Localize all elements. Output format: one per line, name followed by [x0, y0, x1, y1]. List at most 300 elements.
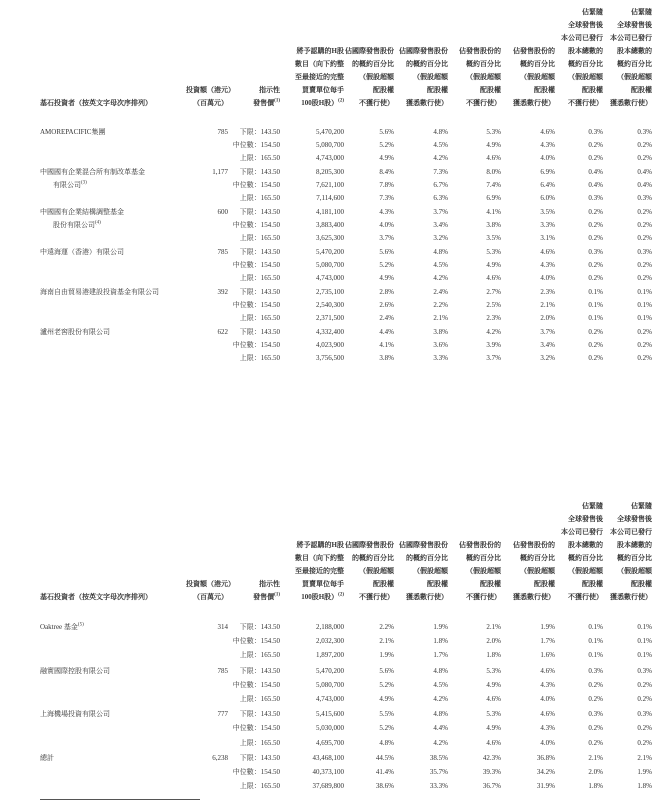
h-share-count: 4,695,700 [316, 738, 344, 747]
footnote-ref: (5) [77, 622, 84, 628]
pct-offer-shares-full-overallotment: 4.6% [540, 128, 555, 136]
indicative-price-scenario: 下限：143.50 [239, 753, 280, 762]
header-line: 配股權 [427, 86, 448, 94]
header-line: 股本總數的 [617, 47, 652, 55]
pct-international-offer-full-overallotment: 2.4% [433, 288, 448, 296]
pct-international-offer-no-overallotment: 4.9% [379, 154, 394, 162]
investor-name [40, 678, 186, 692]
investment-amount [186, 692, 228, 706]
pct-offer-shares-full-overallotment: 6.4% [540, 181, 555, 189]
header-line: 概約百分比 [520, 60, 555, 68]
pct-international-offer-no-overallotment: 4.0% [379, 221, 394, 229]
investor-name: 瀘州老窖股份有限公司 [40, 328, 110, 336]
pct-offer-shares-no-overallotment: 3.5% [486, 234, 501, 242]
h-share-count: 43,468,100 [312, 753, 344, 762]
investor-name: 股份有限公司$^{(4)}$ [53, 220, 101, 229]
investor-name: Oaktree 基金$^{(5)}$ [40, 622, 84, 631]
pct-offer-shares-full-overallotment: 1.9% [540, 623, 555, 631]
pct-international-offer-full-overallotment: 3.8% [433, 328, 448, 336]
header-line: 至最接近的完整 [295, 567, 344, 575]
h-share-count: 7,621,100 [316, 181, 344, 189]
investment-amount: 622 [217, 328, 228, 336]
pct-total-share-capital-full-overallotment: 0.1% [637, 651, 652, 660]
indicative-price-scenario: 上限：165.50 [239, 194, 280, 202]
column-header-indicative-offer-price [228, 84, 280, 110]
pct-international-offer-no-overallotment: 2.6% [379, 301, 394, 309]
indicative-price-scenario: 下限：143.50 [239, 248, 280, 256]
pct-total-share-capital-no-overallotment: 0.3% [588, 194, 603, 202]
header-line: 將予認購的H股 [296, 47, 344, 55]
indicative-price-scenario: 中位數：154.50 [232, 261, 280, 269]
h-share-count: 4,743,000 [316, 274, 344, 282]
pct-total-share-capital-no-overallotment: 0.1% [588, 301, 603, 309]
h-share-count: 8,205,300 [316, 168, 344, 176]
header-line: 的概約百分比 [352, 554, 394, 562]
pct-international-offer-no-overallotment: 4.3% [379, 208, 394, 216]
pct-total-share-capital-full-overallotment: 0.2% [637, 261, 652, 269]
pct-total-share-capital-no-overallotment: 2.0% [588, 767, 603, 776]
header-line: 全球發售後 [617, 21, 652, 29]
cornerstone-investor-table-1 [40, 6, 652, 366]
header-line: 佔國際發售股份 [399, 541, 448, 549]
investor-name [40, 299, 186, 312]
indicative-price-scenario: 上限：165.50 [239, 738, 280, 747]
table-row [40, 352, 652, 365]
table-row [40, 219, 652, 232]
investment-amount: 314 [217, 623, 228, 631]
header-line: 數目（向下約整 [295, 554, 344, 562]
investment-amount [186, 259, 228, 272]
investment-amount: 785 [217, 666, 228, 675]
pct-offer-shares-no-overallotment: 5.3% [486, 128, 501, 136]
pct-international-offer-no-overallotment: 3.7% [379, 234, 394, 242]
pct-offer-shares-full-overallotment: 4.3% [540, 261, 555, 269]
table-row [40, 326, 652, 339]
h-share-count: 5,470,200 [316, 128, 344, 136]
pct-total-share-capital-no-overallotment: 0.2% [588, 328, 603, 336]
investment-amount: 785 [217, 128, 228, 136]
indicative-price-scenario: 下限：143.50 [239, 288, 280, 296]
pct-offer-shares-no-overallotment: 5.3% [486, 666, 501, 675]
header-line: 概約百分比 [617, 60, 652, 68]
column-header-pct-offer-shares-no-overallotment [448, 539, 501, 604]
pct-offer-shares-full-overallotment: 3.7% [540, 328, 555, 336]
table-2-column-headers [40, 500, 652, 604]
pct-international-offer-no-overallotment: 2.2% [379, 623, 394, 631]
header-line: 配股權 [427, 580, 448, 588]
pct-international-offer-full-overallotment: 4.2% [433, 154, 448, 162]
indicative-price-scenario: 中位數：154.50 [232, 341, 280, 349]
indicative-price-scenario: 上限：165.50 [239, 694, 280, 703]
investment-amount [186, 352, 228, 365]
pct-total-share-capital-full-overallotment: 0.2% [637, 724, 652, 733]
investor-name [40, 779, 186, 793]
pct-total-share-capital-full-overallotment: 0.1% [637, 314, 652, 322]
pct-total-share-capital-no-overallotment: 2.1% [588, 753, 603, 762]
pct-international-offer-no-overallotment: 8.4% [379, 168, 394, 176]
investment-amount [186, 232, 228, 245]
pct-international-offer-full-overallotment: 3.3% [433, 354, 448, 362]
table-row [40, 152, 652, 165]
header-line: 概約百分比 [617, 554, 652, 562]
pct-offer-shares-no-overallotment: 42.3% [482, 753, 501, 762]
pct-international-offer-no-overallotment: 2.4% [379, 314, 394, 322]
pct-offer-shares-full-overallotment: 4.0% [540, 274, 555, 282]
pct-international-offer-no-overallotment: 4.8% [379, 738, 394, 747]
pct-total-share-capital-no-overallotment: 0.4% [588, 181, 603, 189]
pct-international-offer-full-overallotment: 2.1% [433, 314, 448, 322]
indicative-price-scenario: 上限：165.50 [239, 234, 280, 242]
header-line: 本公司已發行 [610, 34, 652, 42]
header-line: 發售價$^{(1)}$ [253, 592, 280, 601]
column-header-pct-offer-shares-full-overallotment [501, 45, 555, 110]
pct-offer-shares-full-overallotment: 3.2% [540, 354, 555, 362]
h-share-count: 5,470,200 [316, 666, 344, 675]
investor-group [40, 206, 652, 245]
pct-international-offer-full-overallotment: 3.7% [433, 208, 448, 216]
indicative-price-scenario: 上限：165.50 [239, 154, 280, 162]
pct-offer-shares-no-overallotment: 6.9% [486, 194, 501, 202]
pct-total-share-capital-full-overallotment: 1.9% [637, 767, 652, 776]
pct-offer-shares-no-overallotment: 5.3% [486, 248, 501, 256]
pct-international-offer-no-overallotment: 44.5% [375, 753, 394, 762]
table-row [40, 312, 652, 325]
pct-total-share-capital-no-overallotment: 0.3% [588, 128, 603, 136]
column-header-investor-name [40, 97, 186, 110]
h-share-count: 3,756,500 [316, 354, 344, 362]
header-line: 配股權 [373, 580, 394, 588]
investment-amount [186, 179, 228, 192]
h-share-count: 3,883,400 [316, 221, 344, 229]
pct-total-share-capital-full-overallotment: 0.1% [637, 301, 652, 309]
investor-group [40, 166, 652, 205]
header-line: 100股H股）$^{(2)}$ [301, 592, 344, 601]
header-line: 買賣單位每手 [302, 580, 344, 588]
pct-total-share-capital-no-overallotment: 0.2% [588, 234, 603, 242]
header-line: 基石投資者（按英文字母次序排列） [40, 593, 152, 601]
header-line: 不獲行使） [466, 99, 501, 107]
pct-offer-shares-no-overallotment: 2.5% [486, 301, 501, 309]
h-share-count: 1,897,200 [316, 651, 344, 660]
investment-amount [186, 192, 228, 205]
column-header-investment-amount [186, 578, 235, 604]
pct-international-offer-no-overallotment: 4.4% [379, 328, 394, 336]
pct-offer-shares-no-overallotment: 2.1% [486, 623, 501, 631]
investor-name [40, 692, 186, 706]
pct-total-share-capital-full-overallotment: 0.2% [637, 154, 652, 162]
table-row [40, 620, 652, 634]
pct-total-share-capital-no-overallotment: 0.2% [588, 208, 603, 216]
header-line: 配股權 [582, 86, 603, 94]
indicative-price-scenario: 中位數：154.50 [232, 680, 280, 689]
column-header-pct-total-share-capital-no-overallotment [555, 500, 603, 604]
h-share-count: 4,743,000 [316, 694, 344, 703]
pct-offer-shares-no-overallotment: 4.6% [486, 154, 501, 162]
column-header-pct-offer-shares-full-overallotment [501, 539, 555, 604]
table-row [40, 259, 652, 272]
pct-offer-shares-full-overallotment: 4.0% [540, 738, 555, 747]
investor-name: 總計 [40, 753, 54, 762]
header-line: 指示性 [259, 580, 280, 588]
header-line: （假設超額 [568, 567, 603, 575]
header-line: 佔發售股份的 [459, 541, 501, 549]
investor-name: 融實國際控股有限公司 [40, 666, 110, 675]
h-share-count: 2,540,300 [316, 301, 344, 309]
header-line: 全球發售後 [617, 515, 652, 523]
pct-international-offer-no-overallotment: 5.5% [379, 710, 394, 719]
h-share-count: 2,032,300 [316, 637, 344, 646]
investor-group [40, 126, 652, 165]
pct-international-offer-full-overallotment: 1.9% [433, 623, 448, 631]
header-line: 不獲行使） [568, 99, 603, 107]
column-header-pct-total-share-capital-full-overallotment [603, 6, 652, 110]
pct-total-share-capital-no-overallotment: 0.1% [588, 623, 603, 631]
investor-name [40, 139, 186, 152]
table-1-body [40, 126, 652, 365]
pct-total-share-capital-full-overallotment: 2.1% [637, 753, 652, 762]
pct-total-share-capital-full-overallotment: 0.4% [637, 168, 652, 176]
header-line: （假設超額 [568, 73, 603, 81]
pct-international-offer-no-overallotment: 5.2% [379, 261, 394, 269]
pct-international-offer-no-overallotment: 1.9% [379, 651, 394, 660]
pct-total-share-capital-no-overallotment: 0.3% [588, 710, 603, 719]
pct-total-share-capital-no-overallotment: 0.2% [588, 154, 603, 162]
indicative-price-scenario: 上限：165.50 [239, 274, 280, 282]
pct-offer-shares-full-overallotment: 3.5% [540, 208, 555, 216]
h-share-count: 37,689,800 [312, 782, 344, 791]
indicative-price-scenario: 上限：165.50 [239, 314, 280, 322]
table-row [40, 192, 652, 205]
column-header-h-shares-subscribed [280, 45, 344, 110]
h-share-count: 5,080,700 [316, 261, 344, 269]
table-row [40, 339, 652, 352]
pct-total-share-capital-no-overallotment: 0.4% [588, 168, 603, 176]
h-share-count: 7,114,600 [316, 194, 344, 202]
indicative-price-scenario: 下限：143.50 [239, 623, 280, 631]
header-line: 配股權 [534, 86, 555, 94]
header-line: 不獲行使） [466, 593, 501, 601]
table-row [40, 707, 652, 721]
pct-total-share-capital-full-overallotment: 0.2% [637, 208, 652, 216]
pct-offer-shares-full-overallotment: 4.3% [540, 680, 555, 689]
pct-international-offer-no-overallotment: 3.8% [379, 354, 394, 362]
pct-offer-shares-full-overallotment: 3.4% [540, 341, 555, 349]
pct-international-offer-full-overallotment: 4.5% [433, 261, 448, 269]
header-line: 佔國際發售股份 [345, 47, 394, 55]
table-row [40, 678, 652, 692]
investor-name [40, 352, 186, 365]
pct-offer-shares-full-overallotment: 4.0% [540, 154, 555, 162]
investor-group [40, 246, 652, 285]
table-row [40, 692, 652, 706]
h-share-count: 4,181,100 [316, 208, 344, 216]
pct-total-share-capital-full-overallotment: 1.8% [637, 782, 652, 791]
investor-name: 中國國有企業混合所有制改革基金 [40, 168, 145, 176]
pct-total-share-capital-full-overallotment: 0.3% [637, 128, 652, 136]
table-row [40, 166, 652, 179]
header-line: 買賣單位每手 [302, 86, 344, 94]
header-line: 佔緊隨 [582, 8, 603, 16]
table-row [40, 206, 652, 219]
investor-name: 上海機場投資有限公司 [40, 710, 110, 719]
header-line: 概約百分比 [520, 554, 555, 562]
header-line: 佔發售股份的 [513, 47, 555, 55]
pct-total-share-capital-no-overallotment: 0.2% [588, 680, 603, 689]
pct-offer-shares-full-overallotment: 4.3% [540, 141, 555, 149]
pct-offer-shares-no-overallotment: 3.7% [486, 354, 501, 362]
footnote-ref: (3) [81, 180, 87, 186]
header-line: 將予認購的H股 [296, 541, 344, 549]
pct-offer-shares-full-overallotment: 2.1% [540, 301, 555, 309]
pct-international-offer-no-overallotment: 7.8% [379, 181, 394, 189]
header-line: 概約百分比 [466, 554, 501, 562]
header-line: 股本總數的 [568, 47, 603, 55]
pct-total-share-capital-no-overallotment: 0.1% [588, 637, 603, 646]
pct-offer-shares-full-overallotment: 4.6% [540, 710, 555, 719]
column-header-h-shares-subscribed [280, 539, 344, 604]
indicative-price-scenario: 中位數：154.50 [232, 637, 280, 646]
pct-offer-shares-no-overallotment: 4.1% [486, 208, 501, 216]
pct-offer-shares-no-overallotment: 36.7% [482, 782, 501, 791]
header-line: 配股權 [373, 86, 394, 94]
investor-name: 海南自由貿易港建設投資基金有限公司 [40, 288, 159, 296]
header-line: 發售價$^{(1)}$ [253, 98, 280, 107]
pct-international-offer-no-overallotment: 7.3% [379, 194, 394, 202]
h-share-count: 5,030,000 [316, 724, 344, 733]
header-line: 佔緊隨 [631, 8, 652, 16]
pct-total-share-capital-no-overallotment: 0.3% [588, 248, 603, 256]
cornerstone-investor-table-2 [40, 500, 652, 794]
investor-group [40, 286, 652, 325]
pct-international-offer-full-overallotment: 4.2% [433, 738, 448, 747]
pct-total-share-capital-full-overallotment: 0.3% [637, 194, 652, 202]
table-row [40, 648, 652, 662]
table-row [40, 126, 652, 139]
table-row [40, 286, 652, 299]
header-line: 佔發售股份的 [513, 541, 555, 549]
footnote-ref: (2) [338, 592, 344, 598]
column-header-pct-international-offer-full-overallotment [394, 539, 448, 604]
pct-international-offer-full-overallotment: 4.5% [433, 680, 448, 689]
h-share-count: 5,080,700 [316, 680, 344, 689]
header-line: 概約百分比 [568, 554, 603, 562]
pct-offer-shares-no-overallotment: 4.9% [486, 141, 501, 149]
header-line: （假設超額 [520, 73, 555, 81]
pct-international-offer-full-overallotment: 35.7% [429, 767, 448, 776]
investment-amount [186, 219, 228, 232]
indicative-price-scenario: 上限：165.50 [239, 651, 280, 660]
investment-amount [186, 272, 228, 285]
investor-name [40, 736, 186, 750]
h-share-count: 4,332,400 [316, 328, 344, 336]
investment-amount [186, 736, 228, 750]
pct-international-offer-full-overallotment: 3.6% [433, 341, 448, 349]
pct-total-share-capital-full-overallotment: 0.2% [637, 141, 652, 149]
investor-name [40, 152, 186, 165]
pct-total-share-capital-full-overallotment: 0.2% [637, 738, 652, 747]
pct-international-offer-full-overallotment: 3.2% [433, 234, 448, 242]
pct-total-share-capital-full-overallotment: 0.2% [637, 274, 652, 282]
header-line: 概約百分比 [466, 60, 501, 68]
pct-international-offer-no-overallotment: 41.4% [375, 767, 394, 776]
pct-offer-shares-no-overallotment: 7.4% [486, 181, 501, 189]
indicative-price-scenario: 中位數：154.50 [232, 141, 280, 149]
h-share-count: 2,371,500 [316, 314, 344, 322]
table-row [40, 139, 652, 152]
investment-amount [186, 721, 228, 735]
header-line: （百萬元） [193, 593, 228, 601]
investment-amount [186, 312, 228, 325]
column-header-pct-total-share-capital-no-overallotment [555, 6, 603, 110]
investment-amount [186, 634, 228, 648]
pct-offer-shares-no-overallotment: 4.6% [486, 274, 501, 282]
header-line: 配股權 [480, 86, 501, 94]
pct-international-offer-no-overallotment: 38.6% [375, 782, 394, 791]
pct-total-share-capital-no-overallotment: 1.8% [588, 782, 603, 791]
investor-name [40, 312, 186, 325]
pct-international-offer-no-overallotment: 4.9% [379, 274, 394, 282]
pct-international-offer-no-overallotment: 5.6% [379, 666, 394, 675]
pct-total-share-capital-no-overallotment: 0.1% [588, 314, 603, 322]
header-line: （假設超額 [413, 567, 448, 575]
pct-international-offer-full-overallotment: 6.7% [433, 181, 448, 189]
investment-amount: 6,238 [212, 753, 228, 762]
pct-offer-shares-full-overallotment: 3.3% [540, 221, 555, 229]
header-line: 佔發售股份的 [459, 47, 501, 55]
table-row [40, 272, 652, 285]
pct-offer-shares-full-overallotment: 2.3% [540, 288, 555, 296]
pct-international-offer-full-overallotment: 38.5% [429, 753, 448, 762]
indicative-price-scenario: 上限：165.50 [239, 782, 280, 791]
header-line: 本公司已發行 [610, 528, 652, 536]
indicative-price-scenario: 上限：165.50 [239, 354, 280, 362]
header-line: 佔緊隨 [582, 502, 603, 510]
pct-total-share-capital-full-overallotment: 0.3% [637, 666, 652, 675]
investor-name [40, 721, 186, 735]
header-line: 基石投資者（按英文字母次序排列） [40, 99, 152, 107]
header-line: 獲悉數行使） [610, 593, 652, 601]
pct-offer-shares-full-overallotment: 6.0% [540, 194, 555, 202]
investment-amount [186, 139, 228, 152]
pct-offer-shares-full-overallotment: 3.1% [540, 234, 555, 242]
pct-offer-shares-no-overallotment: 4.6% [486, 738, 501, 747]
h-share-count: 2,188,000 [316, 623, 344, 631]
header-line: 不獲行使） [359, 99, 394, 107]
investment-amount [186, 779, 228, 793]
table-row [40, 179, 652, 192]
h-share-count: 40,373,100 [312, 767, 344, 776]
pct-international-offer-full-overallotment: 1.8% [433, 637, 448, 646]
pct-total-share-capital-no-overallotment: 0.1% [588, 651, 603, 660]
pct-total-share-capital-full-overallotment: 0.2% [637, 341, 652, 349]
pct-total-share-capital-no-overallotment: 0.2% [588, 694, 603, 703]
header-line: （假設超額 [617, 567, 652, 575]
investment-amount: 392 [217, 288, 228, 296]
header-line: （假設超額 [520, 567, 555, 575]
header-line: 至最接近的完整 [295, 73, 344, 81]
table-row [40, 779, 652, 793]
investor-name [40, 259, 186, 272]
investor-name [40, 339, 186, 352]
pct-international-offer-full-overallotment: 7.3% [433, 168, 448, 176]
pct-offer-shares-full-overallotment: 31.9% [536, 782, 555, 791]
h-share-count: 4,023,900 [316, 341, 344, 349]
investor-group [40, 664, 652, 707]
pct-total-share-capital-no-overallotment: 0.2% [588, 724, 603, 733]
header-line: 配股權 [631, 580, 652, 588]
pct-offer-shares-no-overallotment: 4.9% [486, 724, 501, 733]
pct-offer-shares-no-overallotment: 1.8% [486, 651, 501, 660]
